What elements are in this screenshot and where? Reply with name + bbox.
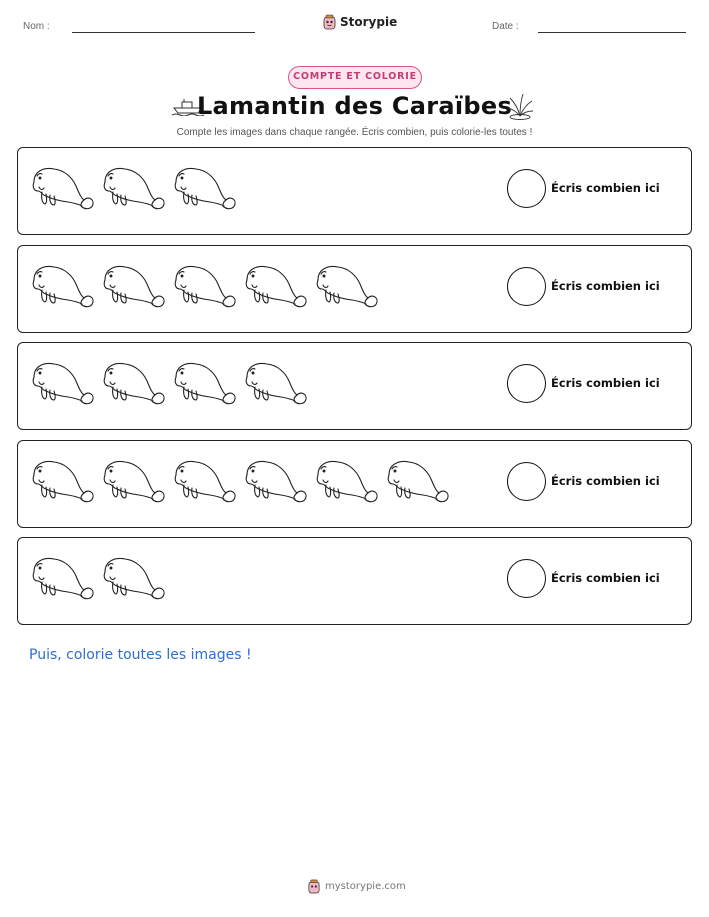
manatee-icon[interactable] [30,162,95,214]
manatee-icon[interactable] [243,455,308,507]
worksheet-header [0,14,709,44]
manatee-icon[interactable] [101,552,166,604]
manatee-icon[interactable] [101,162,166,214]
manatee-group [30,162,237,222]
manatee-icon[interactable] [30,260,95,312]
page-title: Lamantin des Caraïbes [196,92,513,120]
manatee-group [30,455,450,515]
instructions: Compte les images dans chaque rangée. Écris combien, puis colorie-les toutes ! [176,127,533,138]
manatee-icon[interactable] [101,357,166,409]
manatee-icon[interactable] [314,455,379,507]
manatee-icon[interactable] [243,260,308,312]
manatee-group [30,357,308,417]
answer-label: Écris combien ici [551,571,660,585]
name-field[interactable] [72,32,255,33]
storypie-logo-icon [322,14,337,30]
storypie-logo [322,14,397,30]
footer-brand [307,879,406,894]
manatee-icon[interactable] [385,455,450,507]
title-bar [0,92,709,124]
manatee-icon[interactable] [30,552,95,604]
counting-row [17,147,692,235]
activity-badge: COMPTE ET COLORIE [288,66,422,89]
manatee-icon[interactable] [243,357,308,409]
answer-label: Écris combien ici [551,376,660,390]
manatee-icon[interactable] [314,260,379,312]
answer-label: Écris combien ici [551,474,660,488]
manatee-icon[interactable] [30,455,95,507]
answer-circle[interactable] [507,462,546,501]
manatee-icon[interactable] [172,455,237,507]
counting-row [17,245,692,333]
answer-circle[interactable] [507,559,546,598]
manatee-icon[interactable] [172,162,237,214]
manatee-icon[interactable] [101,260,166,312]
storypie-logo-icon [307,879,321,894]
coloring-note: Puis, colorie toutes les images ! [29,647,252,663]
answer-label: Écris combien ici [551,181,660,195]
manatee-icon[interactable] [172,260,237,312]
manatee-group [30,552,166,612]
brand-name: Storypie [340,15,398,29]
answer-circle[interactable] [507,267,546,306]
counting-row [17,537,692,625]
date-label: Date : [492,21,519,32]
answer-circle[interactable] [507,169,546,208]
name-label: Nom : [23,21,50,32]
counting-row [17,342,692,430]
manatee-icon[interactable] [101,455,166,507]
seagrass-icon [506,92,534,120]
counting-row [17,440,692,528]
date-field[interactable] [538,32,686,33]
manatee-group [30,260,379,320]
manatee-icon[interactable] [172,357,237,409]
answer-circle[interactable] [507,364,546,403]
answer-label: Écris combien ici [551,279,660,293]
manatee-icon[interactable] [30,357,95,409]
footer-site: mystorypie.com [325,881,406,892]
